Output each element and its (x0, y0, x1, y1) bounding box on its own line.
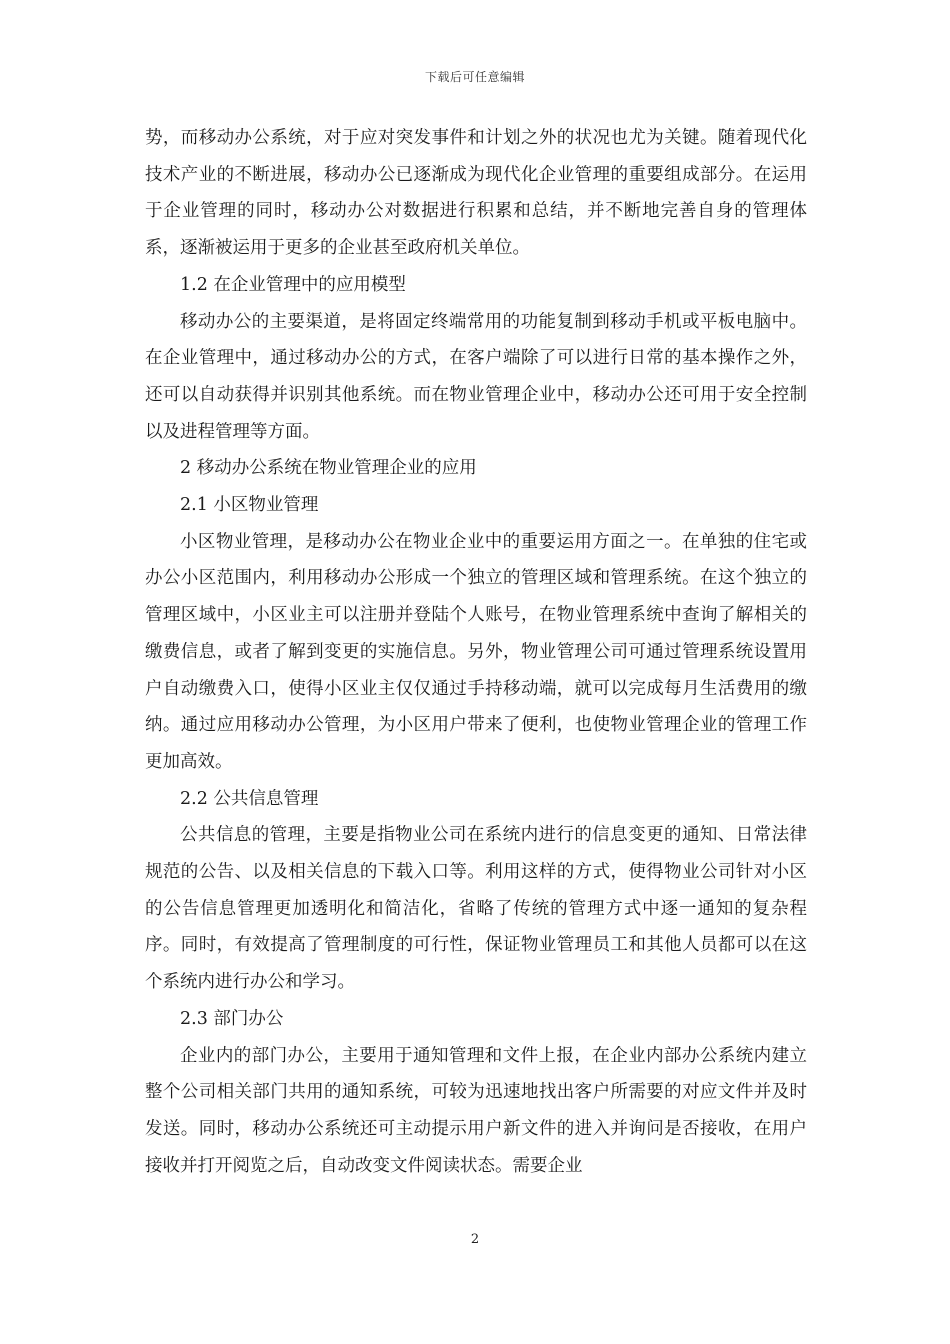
section-heading-2-3: 2.3 部门办公 (180, 1008, 284, 1029)
paragraph-application-model: 移动办公的主要渠道，是将固定终端常用的功能复制到移动手机或平板电脑中。在企业管理中，通过移动办公的方式，在客户端除了可以进行日常的基本操作之外，还可以自动获得并识别其他系统。而在物业管理企业中，移动办公还可用于安全控制以及进程管理等方面。 (145, 311, 807, 442)
paragraph-community-management: 小区物业管理，是移动办公在物业企业中的重要运用方面之一。在单独的住宅或办公小区范围内，利用移动办公形成一个独立的管理区域和管理系统。在这个独立的管理区域中，小区业主可以注册并登陆个人账号，在物业管理系统中查询了解相关的缴费信息，或者了解到变更的实施信息。另外，物业管理公司可通过管理系统设置用户自动缴费入口，使得小区业主仅仅通过手持移动端，就可以完成每月生活费用的缴纳。通过应用移动办公管理，为小区用户带来了便利，也使物业管理企业的管理工作更加高效。 (145, 531, 807, 772)
paragraph-continuation: 势，而移动办公系统，对于应对突发事件和计划之外的状况也尤为关键。随着现代化技术产业的不断进展，移动办公已逐渐成为现代化企业管理的重要组成部分。在运用于企业管理的同时，移动办公对数据进行积累和总结，并不断地完善自身的管理体系，逐渐被运用于更多的企业甚至政府机关单位。 (145, 128, 807, 259)
paragraph-public-info: 公共信息的管理，主要是指物业公司在系统内进行的信息变更的通知、日常法律规范的公告、以及相关信息的下载入口等。利用这样的方式，使得物业公司针对小区的公告信息管理更加透明化和简洁化，省略了传统的管理方式中逐一通知的复杂程序。同时，有效提高了管理制度的可行性，保证物业管理员工和其他人员都可以在这个系统内进行办公和学习。 (145, 825, 807, 993)
section-heading-1-2: 1.2 在企业管理中的应用模型 (180, 274, 406, 295)
paragraph-department-office: 企业内的部门办公，主要用于通知管理和文件上报，在企业内部办公系统内建立整个公司相关部门共用的通知系统，可较为迅速地找出客户所需要的对应文件并及时发送。同时，移动办公系统还可主动提示用户新文件的进入并询问是否接收，在用户接收并打开阅览之后，自动改变文件阅读状态。需要企业 (145, 1045, 807, 1176)
document-body (145, 120, 807, 1184)
section-heading-2-1: 2.1 小区物业管理 (180, 495, 319, 516)
section-heading-2-2: 2.2 公共信息管理 (180, 788, 319, 809)
page-number: 2 (470, 1232, 480, 1247)
page-header: 下载后可任意编辑 (424, 70, 525, 84)
section-heading-2: 2 移动办公系统在物业管理企业的应用 (180, 458, 477, 479)
